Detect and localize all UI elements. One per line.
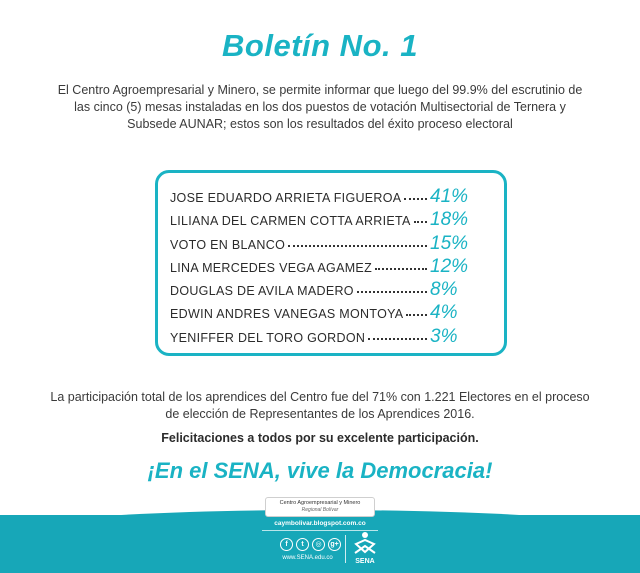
result-row bbox=[170, 302, 470, 325]
result-row bbox=[170, 256, 470, 279]
footer-center-label bbox=[265, 497, 375, 517]
dot-leader bbox=[368, 338, 427, 340]
footer-center-name: Centro Agroempresarial y Minero bbox=[279, 500, 361, 506]
googleplus-icon[interactable]: g+ bbox=[328, 538, 341, 551]
candidate-percent: 41% bbox=[430, 186, 469, 207]
candidate-name: DOUGLAS DE AVILA MADERO bbox=[170, 284, 354, 299]
dot-leader bbox=[375, 268, 427, 270]
candidate-name: LINA MERCEDES VEGA AGAMEZ bbox=[170, 260, 373, 275]
candidate-name: EDWIN ANDRES VANEGAS MONTOYA bbox=[170, 307, 404, 322]
participation-line-2: de elección de Representantes de los Aprendices 2016. bbox=[165, 407, 475, 421]
participation-line-1: La participación total de los aprendices del Centro fue del 71% con 1.221 Electores en el proceso bbox=[50, 390, 590, 404]
social-icons bbox=[280, 538, 341, 551]
dot-leader bbox=[414, 221, 427, 223]
slogan: ¡En el SENA, vive la Democracia! bbox=[147, 458, 493, 483]
dot-leader bbox=[288, 245, 427, 247]
candidate-percent: 18% bbox=[430, 209, 469, 231]
candidate-percent: 3% bbox=[430, 325, 458, 347]
twitter-icon[interactable]: t bbox=[296, 538, 309, 551]
facebook-icon[interactable]: f bbox=[280, 538, 293, 551]
blog-link[interactable]: caymbolivar.blogspot.com.co bbox=[274, 520, 366, 527]
result-row bbox=[170, 186, 470, 209]
result-row bbox=[170, 209, 470, 232]
result-row bbox=[170, 233, 470, 256]
instagram-icon[interactable]: ◎ bbox=[312, 538, 325, 551]
candidate-name: YENIFFER DEL TORO GORDON bbox=[170, 330, 366, 345]
svg-text:SENA: SENA bbox=[355, 558, 375, 565]
candidate-name: JOSE EDUARDO ARRIETA FIGUEROA bbox=[170, 191, 402, 205]
intro-paragraph: El Centro Agroempresarial y Minero, se permite informar que luego del 99.9% del escrutinio de las cinco (5) mesas instaladas en los dos puestos de votación Multisectorial de Ternera y Subsede AUNAR; estos son los resultados del éxito proceso electoral bbox=[57, 83, 583, 131]
result-row bbox=[170, 279, 470, 302]
candidate-name: VOTO EN BLANCO bbox=[170, 237, 286, 252]
dot-leader bbox=[404, 198, 427, 200]
candidate-name: LILIANA DEL CARMEN COTTA ARRIETA bbox=[170, 214, 411, 229]
web-link[interactable]: www.SENA.edu.co bbox=[282, 555, 333, 561]
candidate-percent: 15% bbox=[430, 232, 469, 254]
result-row bbox=[170, 326, 470, 349]
footer-regional: Regional Bolívar bbox=[301, 507, 339, 513]
candidate-percent: 8% bbox=[430, 279, 458, 301]
participation-paragraph bbox=[40, 389, 600, 423]
congratulations-text: Felicitaciones a todos por su excelente participación. bbox=[161, 431, 479, 445]
candidate-percent: 4% bbox=[430, 302, 458, 324]
dot-leader bbox=[406, 314, 427, 316]
dot-leader bbox=[357, 291, 427, 293]
sena-logo-icon bbox=[352, 531, 378, 565]
candidate-percent: 12% bbox=[430, 255, 469, 277]
results-list bbox=[170, 186, 470, 349]
page-title: Boletín No. 1 bbox=[222, 28, 418, 63]
footer-vertical-divider bbox=[345, 535, 346, 563]
